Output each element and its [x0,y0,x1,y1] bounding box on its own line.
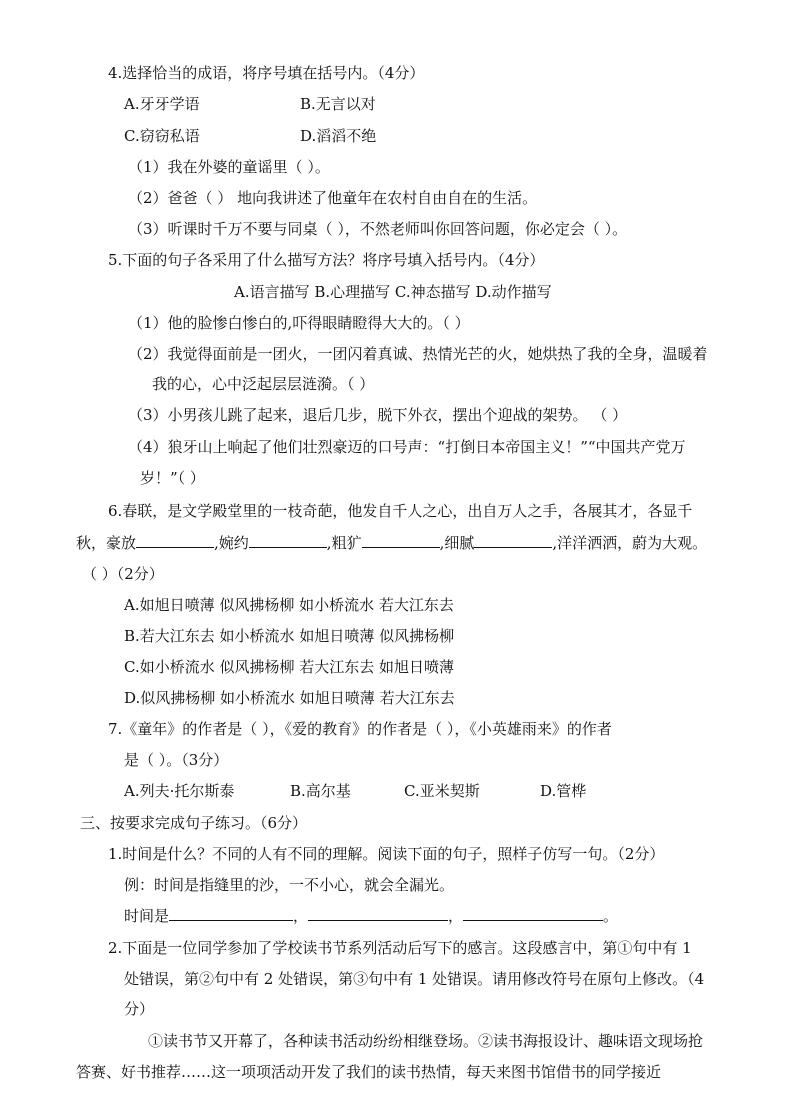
q6-word-2: ,婉约 [214,534,249,552]
q6-option-c: C.如小桥流水 似风拂杨柳 若大江东去 如旭日喷薄 [124,658,455,676]
s3-q1-title: 1.时间是什么？不同的人有不同的理解。阅读下面的句子，照样子仿写一句。（2分） [108,845,665,863]
blank-3[interactable] [362,533,440,548]
s3-q1-end: 。 [603,907,619,925]
q6-word-4: ,细腻 [439,534,475,552]
q4-sentence-3: （3）听课时千万不要与同桌（ ），不然老师叫你回答问题，你必定会（ ）。 [128,220,628,238]
q5-sentence-3: （3）小男孩儿跳了起来，退后几步，脱下外衣，摆出个迎战的架势。 （ ） [128,406,628,424]
s3-q2-paragraph-line-1: ①读书节又开幕了，各种读书活动纷纷相继登场。②读书海报设计、趣味语文现场抢 [148,1032,704,1050]
q4-option-c: C.窃窃私语 [124,127,200,145]
s3-q1-fill-line [124,906,618,926]
q4-sentence-2: （2）爸爸（ ） 地向我讲述了他童年在农村自由自在的生活。 [128,189,538,207]
q6-word-1: 秋，豪放 [76,534,137,552]
q5-sentence-2-line-1: （2）我觉得面前是一团火，一团闪着真诚、热情光芒的火，她烘热了我的全身，温暖着 [128,345,708,363]
q7-option-b: B.高尔基 [290,782,351,800]
q5-title: 5.下面的句子各采用了什么描写方法？将序号填入括号内。（4分） [108,251,545,269]
q7-option-d: D.管桦 [540,782,587,800]
q7-option-a: A.列夫·托尔斯泰 [124,782,235,800]
q4-option-a: A.牙牙学语 [124,95,200,113]
fill-blank-3[interactable] [463,906,603,921]
fill-blank-2[interactable] [308,906,448,921]
q6-line-1: 6.春联，是文学殿堂里的一枝奇葩，他发自千人之心，出自万人之手，各展其才，各显千 [108,502,693,520]
fill-blank-1[interactable] [169,906,293,921]
s3-q2-paragraph-line-2: 答赛、好书推荐……这一项项活动开发了我们的读书热情，每天来图书馆借书的同学接近 [76,1063,662,1081]
q6-paren-score: （ ）（2分） [82,565,164,583]
s3-q1-example: 例：时间是指缝里的沙，一不小心，就会全漏光。 [124,876,455,894]
q7-line-2: 是（ ）。（3分） [124,751,229,769]
q4-option-b: B.无言以对 [300,95,376,113]
q7-line-1: 7.《童年》的作者是（ ），《爱的教育》的作者是（ ），《小英雄雨来》的作者 [108,720,612,738]
q6-option-a: A.如旭日喷薄 似风拂杨柳 如小桥流水 若大江东去 [124,596,454,614]
s3-q2-line-1: 2.下面是一位同学参加了学校读书节系列活动后写下的感言。这段感言中，第①句中有 1 [108,939,692,957]
q5-sentence-4-line-1: （4）狼牙山上响起了他们壮烈豪迈的口号声：“打倒日本帝国主义！”“中国共产党万 [128,438,686,456]
blank-2[interactable] [249,533,327,548]
blank-1[interactable] [136,533,214,548]
s3-q1-prefix: 时间是 [124,907,170,925]
q6-word-5: ,洋洋洒洒，蔚为大观。 [552,534,708,552]
q5-sentence-2-line-2: 我的心，心中泛起层层涟漪。（ ） [152,375,375,393]
q6-word-3: ,粗犷 [326,534,362,552]
q4-title: 4.选择恰当的成语，将序号填在括号内。（4分） [108,64,425,82]
section-3-title: 三、按要求完成句子练习。（6分） [80,814,308,832]
q7-option-c: C.亚米契斯 [404,782,480,800]
q4-sentence-1: （1）我在外婆的童谣里（ ）。 [128,158,330,176]
s3-q2-line-3: 分） [124,1000,155,1018]
s3-q2-line-2: 处错误，第②句中有 2 处错误，第③句中有 1 处错误。请用修改符号在原句上修改。（4 [124,970,705,988]
q6-option-d: D.似风拂杨柳 如小桥流水 如旭日喷薄 若大江东去 [124,689,455,707]
q6-option-b: B.若大江东去 如小桥流水 如旭日喷薄 似风拂杨柳 [124,627,455,645]
blank-4[interactable] [474,533,552,548]
q4-option-d: D.滔滔不绝 [300,127,377,145]
q5-sentence-1: （1）他的脸惨白惨白的,吓得眼睛瞪得大大的。（ ） [128,314,470,332]
q6-line-2 [76,533,707,553]
q5-sentence-4-line-2: 岁！”（ ） [140,469,205,487]
s3-q1-sep-2: ， [448,907,464,925]
s3-q1-sep-1: ， [293,907,309,925]
q5-options: A.语言描写 B.心理描写 C.神态描写 D.动作描写 [234,283,552,301]
